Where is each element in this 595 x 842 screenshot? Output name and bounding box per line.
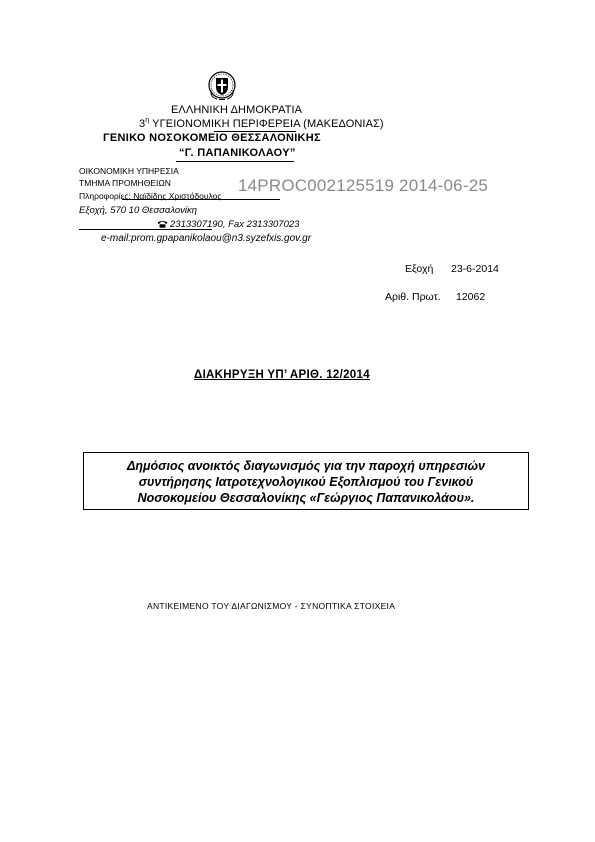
health-region-line bbox=[139, 118, 384, 130]
hospital-heading: ΓΕΝΙΚΟ ΝΟΣΟΚΟΜΕΙΟ ΘΕΣΣΑΛΟΝΙΚΗΣ bbox=[103, 132, 321, 144]
republic-heading: ΕΛΛΗΝΙΚΗ ΔΗΜΟΚΡΑΤΙΑ bbox=[171, 104, 303, 116]
description-line-2: συντήρησης Ιατροτεχνολογικού Εξοπλισμού του Γενικού bbox=[138, 475, 474, 489]
issue-date: 23-6-2014 bbox=[451, 263, 499, 275]
service-name: ΟΙΚΟΝΟΜΙΚΗ ΥΠΗΡΕΣΙΑ bbox=[79, 166, 179, 176]
place-label: Εξοχή bbox=[405, 263, 434, 275]
telephone-icon bbox=[157, 220, 168, 228]
tender-description-box bbox=[83, 452, 529, 510]
protocol-label: Αριθ. Πρωτ. bbox=[385, 291, 441, 303]
header-rule-2 bbox=[176, 161, 294, 162]
subject-heading: ΑΝΤΙΚΕΙΜΕΝΟ ΤΟΥ ΔΙΑΓΩΝΙΣΜΟΥ - ΣΥΝΟΠΤΙΚΑ ΣΤΟΙΧΕΙΑ bbox=[147, 601, 396, 611]
region-text: ΥΓΕΙΟΝΟΜΙΚΗ ΠΕΡΙΦΕΡΕΙΑ (ΜΑΚΕΔΟΝΙΑΣ) bbox=[149, 118, 384, 130]
region-superscript: η bbox=[145, 117, 150, 124]
email-line: e-mail:prom.gpapanikolaou@n3.syzefxis.gov.gr bbox=[101, 233, 312, 244]
hospital-name: “Γ. ΠΑΠΑΝΙΚΟΛΑΟΥ” bbox=[179, 147, 296, 159]
description-line-1: Δημόσιος ανοικτός διαγωνισμός για την παροχή υπηρεσιών bbox=[126, 459, 486, 473]
document-title: ΔΙΑΚΗΡΥΞΗ ΥΠ’ ΑΡΙΘ. 12/2014 bbox=[194, 369, 370, 381]
coat-of-arms-icon bbox=[207, 70, 237, 102]
header-rule-1 bbox=[214, 131, 296, 132]
ada-watermark: 14PROC002125519 2014-06-25 bbox=[238, 176, 488, 195]
phone-line bbox=[157, 219, 299, 230]
address-line: Εξοχή, 570 10 Θεσσαλονίκη bbox=[79, 205, 198, 216]
region-number: 3 bbox=[139, 118, 146, 130]
info-contact: Πληροφορίες: Ναϊδίδης Χριστόδουλος bbox=[79, 191, 222, 201]
phone-fax-text: 2313307190, Fax 2313307023 bbox=[170, 219, 300, 230]
description-line-3: Νοσοκομείου Θεσσαλονίκης «Γεώργιος Παπανικολάου». bbox=[137, 491, 475, 505]
department-name: ΤΜΗΜΑ ΠΡΟΜΗΘΕΙΩΝ bbox=[79, 178, 171, 188]
protocol-number: 12062 bbox=[456, 291, 486, 303]
